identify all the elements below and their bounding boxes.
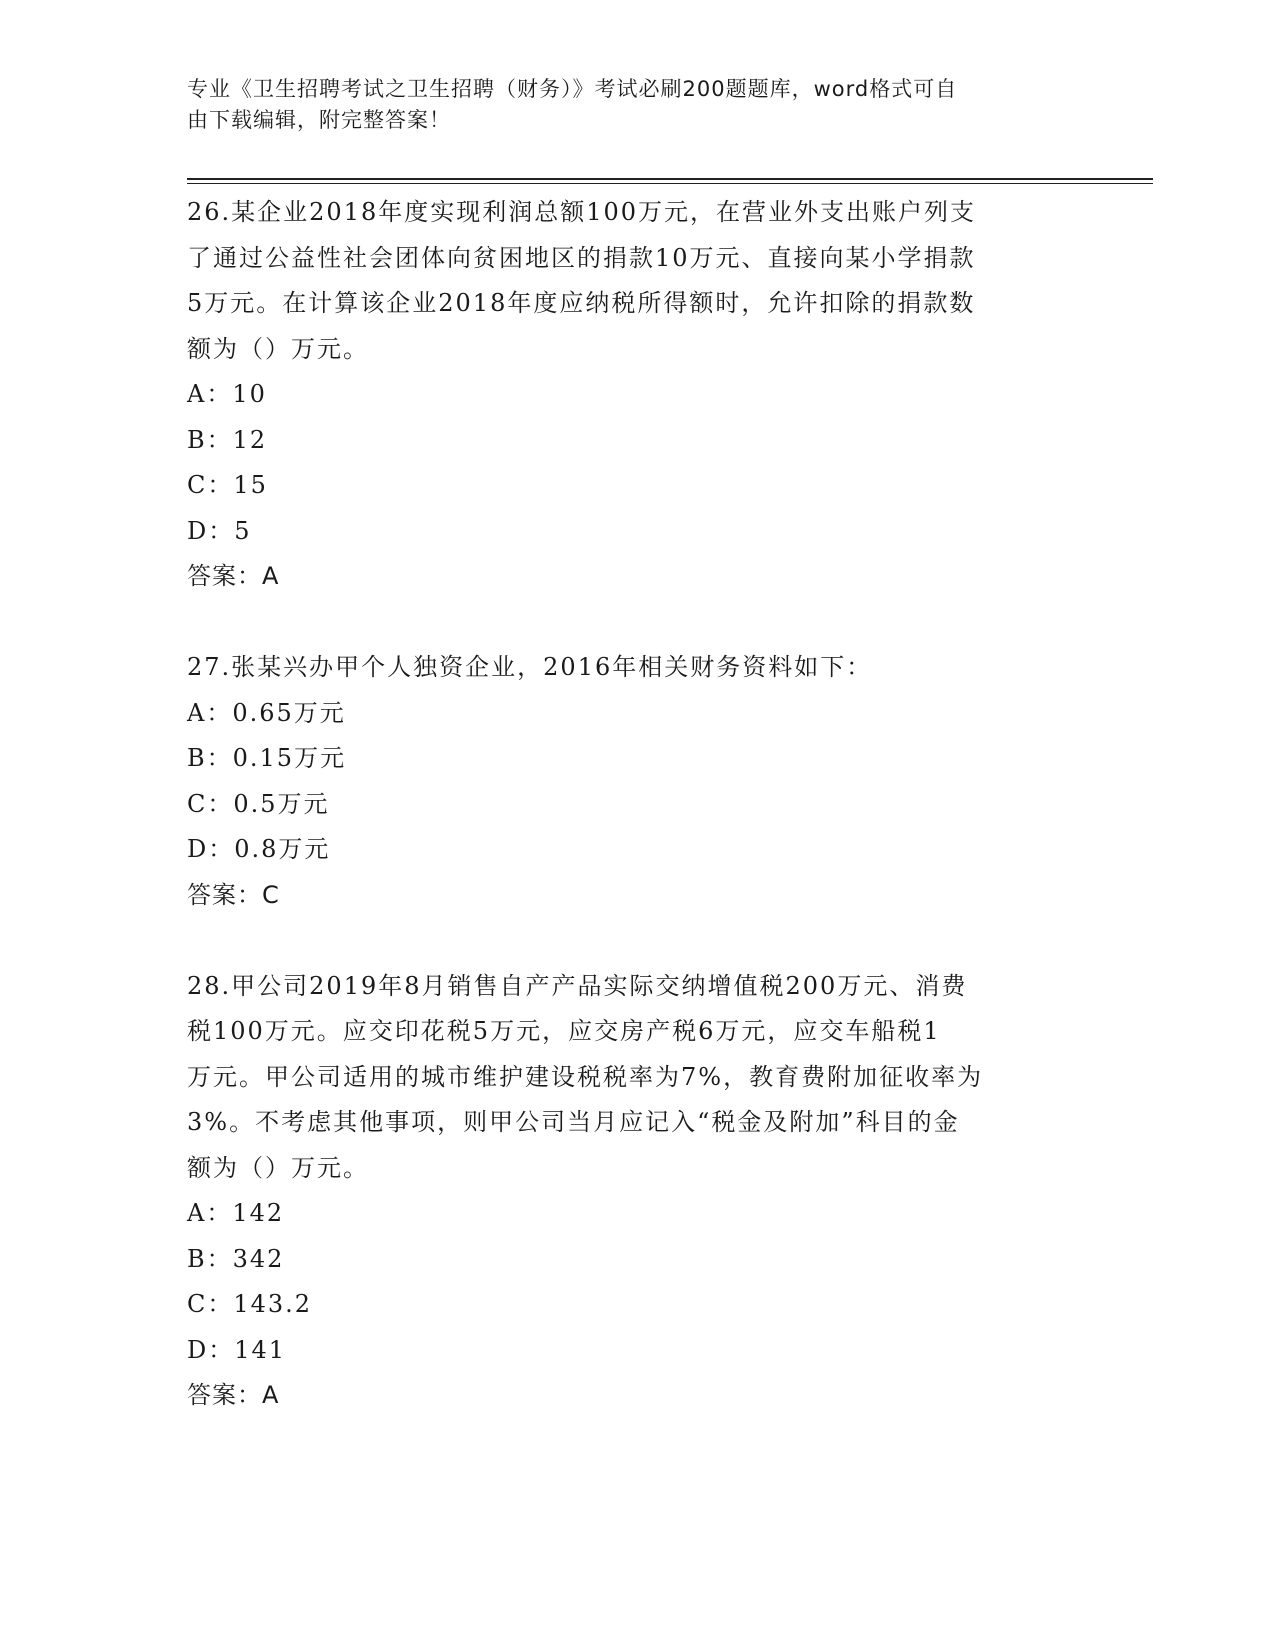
option-b: B：342 — [187, 1244, 285, 1273]
question-spacer — [187, 918, 1087, 964]
option-d: D：0.8万元 — [187, 835, 331, 863]
option-c: C：0.5万元 — [187, 789, 330, 818]
option-b: B：12 — [187, 425, 268, 454]
option-c: C：15 — [187, 471, 268, 499]
question-stem-line: 28.甲公司2019年8月销售自产产品实际交纳增值税200万元、消费 — [187, 971, 968, 1000]
question-stem-line: 万元。甲公司适用的城市维护建设税税率为7%，教育费附加征收率为 — [187, 1062, 984, 1091]
option-a: A：142 — [187, 1199, 285, 1227]
option-c: C：143.2 — [187, 1290, 313, 1318]
option-d: D：5 — [187, 516, 252, 545]
question-stem-line: 额为（）万元。 — [187, 1153, 369, 1182]
option-a: A：10 — [187, 380, 267, 408]
question-spacer — [187, 600, 1087, 646]
question-stem-line: 5万元。在计算该企业2018年度应纳税所得额时，允许扣除的捐款数 — [187, 289, 976, 317]
header-divider-thick — [187, 178, 1153, 180]
document-header — [187, 74, 1067, 136]
answer-line: 答案：A — [187, 562, 280, 590]
header-line-2: 由下载编辑，附完整答案！ — [187, 108, 451, 132]
question-stem-line: 税100万元。应交印花税5万元，应交房产税6万元，应交车船税1 — [187, 1017, 941, 1045]
question-stem-line: 26.某企业2018年度实现利润总额100万元，在营业外支出账户列支 — [187, 198, 977, 226]
option-d: D：141 — [187, 1335, 287, 1364]
option-a: A：0.65万元 — [187, 698, 346, 727]
question-list — [187, 190, 1087, 1419]
question-28 — [187, 964, 1087, 1419]
question-27 — [187, 645, 1087, 918]
header-divider-thin — [187, 183, 1153, 184]
answer-line: 答案：A — [187, 1381, 280, 1409]
question-stem-line: 了通过公益性社会团体向贫困地区的捐款10万元、直接向某小学捐款 — [187, 243, 976, 272]
header-line-1: 专业《卫生招聘考试之卫生招聘（财务）》考试必刷200题题库，word格式可自 — [187, 77, 958, 101]
answer-line: 答案：C — [187, 880, 280, 909]
question-stem-line: 3%。不考虑其他事项，则甲公司当月应记入“税金及附加”科目的金 — [187, 1108, 960, 1136]
option-b: B：0.15万元 — [187, 744, 347, 772]
question-stem-line: 额为（）万元。 — [187, 334, 369, 363]
question-26 — [187, 190, 1087, 600]
question-stem-line: 27.张某兴办甲个人独资企业，2016年相关财务资料如下： — [187, 653, 873, 681]
